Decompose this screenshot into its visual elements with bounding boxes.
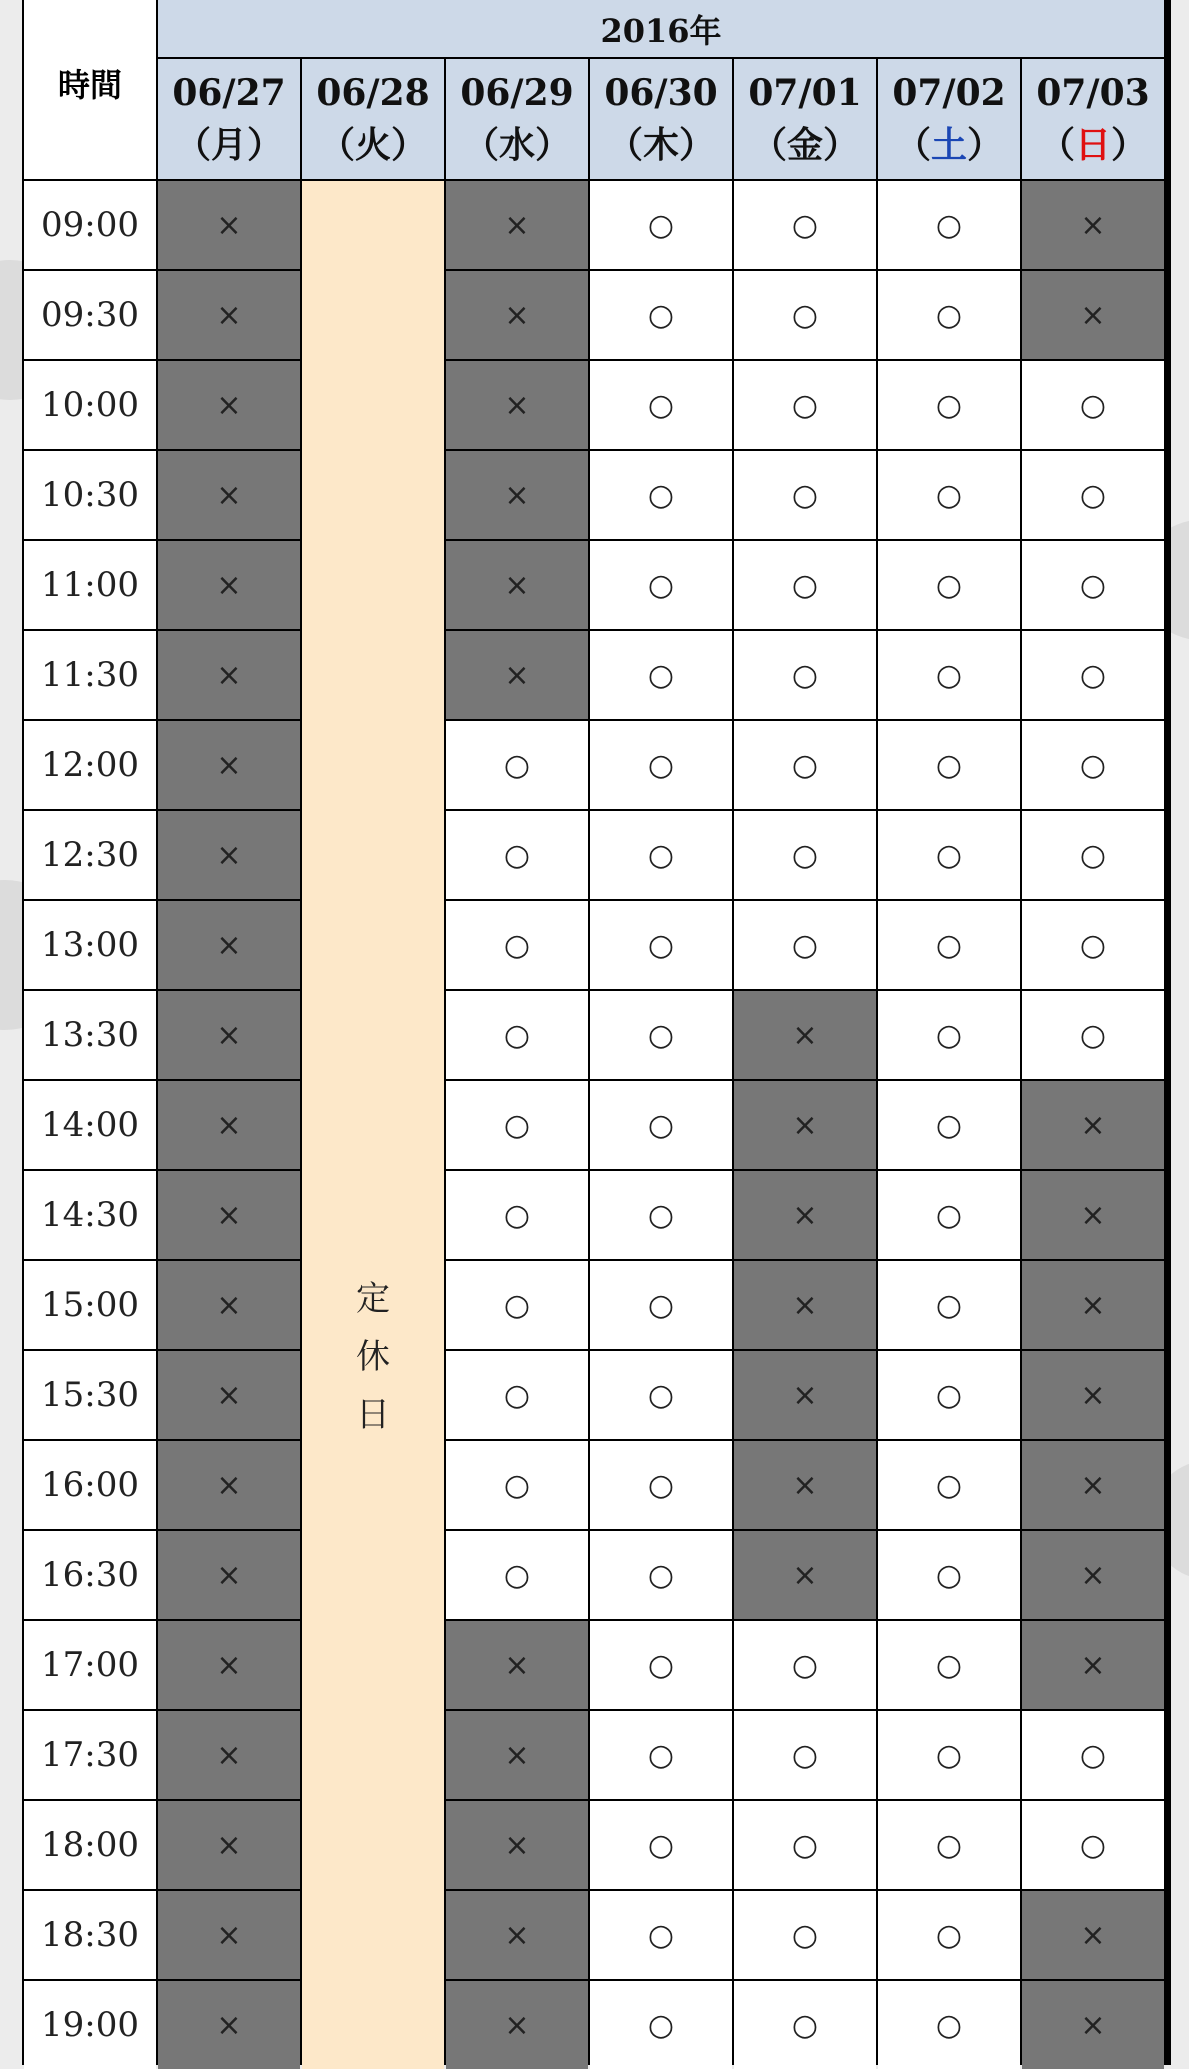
unavailable-slot: × [1022, 1981, 1164, 2069]
available-slot[interactable]: ○ [590, 1441, 732, 1529]
available-slot[interactable]: ○ [734, 631, 876, 719]
unavailable-slot: × [158, 1441, 300, 1529]
paren-close: ） [967, 124, 1004, 166]
unavailable-slot: × [158, 721, 300, 809]
time-label: 12:30 [24, 811, 156, 899]
paren-open: （ [318, 124, 355, 166]
available-slot[interactable]: ○ [1022, 1801, 1164, 1889]
holiday-char: 定 [356, 1279, 390, 1319]
available-slot[interactable]: ○ [590, 1891, 732, 1979]
date-label: 07/01 [748, 72, 862, 114]
unavailable-slot: × [1022, 1531, 1164, 1619]
paren-close: ） [823, 124, 860, 166]
unavailable-slot: × [158, 901, 300, 989]
available-slot[interactable]: ○ [878, 631, 1020, 719]
available-slot[interactable]: ○ [878, 901, 1020, 989]
unavailable-slot: × [1022, 1621, 1164, 1709]
unavailable-slot: × [1022, 1891, 1164, 1979]
available-slot[interactable]: ○ [734, 451, 876, 539]
weekday-label [175, 119, 283, 171]
paren-close: ） [679, 124, 716, 166]
date-label: 06/29 [460, 72, 574, 114]
available-slot[interactable]: ○ [590, 1171, 732, 1259]
paren-close: ） [391, 124, 428, 166]
unavailable-slot: × [158, 1981, 300, 2069]
unavailable-slot: × [446, 541, 588, 629]
date-header-07-03 [1022, 59, 1164, 179]
paren-open: （ [606, 124, 643, 166]
available-slot[interactable]: ○ [590, 181, 732, 269]
available-slot[interactable]: ○ [446, 1081, 588, 1169]
unavailable-slot: × [1022, 271, 1164, 359]
available-slot[interactable]: ○ [446, 721, 588, 809]
paren-close: ） [535, 124, 572, 166]
unavailable-slot: × [158, 1801, 300, 1889]
availability-table [24, 0, 1171, 2069]
unavailable-slot: × [446, 1801, 588, 1889]
available-slot[interactable]: ○ [878, 181, 1020, 269]
available-slot[interactable]: ○ [446, 1171, 588, 1259]
available-slot[interactable]: ○ [734, 271, 876, 359]
unavailable-slot: × [734, 1081, 876, 1169]
unavailable-slot: × [158, 361, 300, 449]
available-slot[interactable]: ○ [590, 1351, 732, 1439]
available-slot[interactable]: ○ [1022, 901, 1164, 989]
available-slot[interactable]: ○ [590, 721, 732, 809]
paren-open: （ [750, 124, 787, 166]
time-label: 16:30 [24, 1531, 156, 1619]
date-label: 07/02 [892, 72, 1006, 114]
available-slot[interactable]: ○ [446, 811, 588, 899]
available-slot[interactable]: ○ [590, 901, 732, 989]
date-header-06-27 [158, 59, 300, 179]
date-header-07-01 [734, 59, 876, 179]
available-slot[interactable]: ○ [590, 541, 732, 629]
reservation-calendar [22, 0, 1171, 2065]
time-label: 10:30 [24, 451, 156, 539]
unavailable-slot: × [1022, 1081, 1164, 1169]
available-slot[interactable]: ○ [446, 1441, 588, 1529]
date-header-07-02 [878, 59, 1020, 179]
time-column-header: 時間 [24, 0, 156, 179]
time-label: 13:00 [24, 901, 156, 989]
unavailable-slot: × [446, 1621, 588, 1709]
available-slot[interactable]: ○ [878, 1081, 1020, 1169]
available-slot[interactable]: ○ [590, 1081, 732, 1169]
weekday: 金 [786, 124, 823, 166]
unavailable-slot: × [734, 1441, 876, 1529]
available-slot[interactable]: ○ [590, 631, 732, 719]
unavailable-slot: × [734, 1531, 876, 1619]
available-slot[interactable]: ○ [734, 811, 876, 899]
weekday-label [463, 119, 571, 171]
available-slot[interactable]: ○ [590, 1981, 732, 2069]
available-slot[interactable]: ○ [734, 1891, 876, 1979]
available-slot[interactable]: ○ [1022, 631, 1164, 719]
unavailable-slot: × [1022, 1171, 1164, 1259]
available-slot[interactable]: ○ [590, 1531, 732, 1619]
available-slot[interactable]: ○ [1022, 1711, 1164, 1799]
weekday: 土 [930, 124, 967, 166]
available-slot[interactable]: ○ [590, 1621, 732, 1709]
unavailable-slot: × [158, 991, 300, 1079]
date-header-06-28 [302, 59, 444, 179]
available-slot[interactable]: ○ [734, 721, 876, 809]
unavailable-slot: × [1022, 1261, 1164, 1349]
time-label: 14:00 [24, 1081, 156, 1169]
weekday-label [319, 119, 427, 171]
available-slot[interactable]: ○ [590, 1711, 732, 1799]
available-slot[interactable]: ○ [878, 1531, 1020, 1619]
unavailable-slot: × [1022, 1441, 1164, 1529]
weekday: 火 [354, 124, 391, 166]
weekday-label [607, 119, 715, 171]
date-label: 06/30 [604, 72, 718, 114]
unavailable-slot: × [158, 1621, 300, 1709]
date-label: 07/03 [1036, 72, 1150, 114]
date-label: 06/28 [316, 72, 430, 114]
available-slot[interactable]: ○ [590, 1261, 732, 1349]
available-slot[interactable]: ○ [878, 361, 1020, 449]
unavailable-slot: × [446, 1981, 588, 2069]
unavailable-slot: × [158, 1891, 300, 1979]
unavailable-slot: × [158, 1171, 300, 1259]
available-slot[interactable]: ○ [446, 1261, 588, 1349]
available-slot[interactable]: ○ [734, 1981, 876, 2069]
available-slot[interactable]: ○ [734, 181, 876, 269]
available-slot[interactable]: ○ [734, 1801, 876, 1889]
regular-holiday-column [302, 181, 444, 2069]
weekday: 水 [498, 124, 535, 166]
unavailable-slot: × [158, 1531, 300, 1619]
time-label: 16:00 [24, 1441, 156, 1529]
available-slot[interactable]: ○ [878, 1981, 1020, 2069]
paren-open: （ [1038, 124, 1075, 166]
time-label: 15:30 [24, 1351, 156, 1439]
available-slot[interactable]: ○ [1022, 451, 1164, 539]
available-slot[interactable]: ○ [878, 1801, 1020, 1889]
unavailable-slot: × [734, 1261, 876, 1349]
available-slot[interactable]: ○ [878, 811, 1020, 899]
available-slot[interactable]: ○ [734, 901, 876, 989]
unavailable-slot: × [446, 361, 588, 449]
available-slot[interactable]: ○ [878, 1891, 1020, 1979]
available-slot[interactable]: ○ [590, 811, 732, 899]
date-header-06-30 [590, 59, 732, 179]
paren-close: ） [247, 124, 284, 166]
unavailable-slot: × [446, 1891, 588, 1979]
available-slot[interactable]: ○ [734, 361, 876, 449]
available-slot[interactable]: ○ [590, 1801, 732, 1889]
paren-open: （ [894, 124, 931, 166]
available-slot[interactable]: ○ [1022, 991, 1164, 1079]
available-slot[interactable]: ○ [590, 271, 732, 359]
unavailable-slot: × [158, 1261, 300, 1349]
available-slot[interactable]: ○ [878, 991, 1020, 1079]
year-header: 2016年 [158, 0, 1164, 57]
time-label: 10:00 [24, 361, 156, 449]
time-label: 09:30 [24, 271, 156, 359]
unavailable-slot: × [158, 1351, 300, 1439]
unavailable-slot: × [734, 1351, 876, 1439]
unavailable-slot: × [1022, 1351, 1164, 1439]
unavailable-slot: × [158, 631, 300, 719]
weekday: 月 [210, 124, 247, 166]
available-slot[interactable]: ○ [1022, 721, 1164, 809]
weekday-label [1039, 119, 1147, 171]
unavailable-slot: × [158, 181, 300, 269]
unavailable-slot: × [446, 451, 588, 539]
unavailable-slot: × [446, 1711, 588, 1799]
available-slot[interactable]: ○ [590, 451, 732, 539]
weekday-label [895, 119, 1003, 171]
available-slot[interactable]: ○ [878, 541, 1020, 629]
unavailable-slot: × [158, 1711, 300, 1799]
time-label: 15:00 [24, 1261, 156, 1349]
unavailable-slot: × [158, 1081, 300, 1169]
available-slot[interactable]: ○ [878, 721, 1020, 809]
unavailable-slot: × [446, 271, 588, 359]
unavailable-slot: × [734, 1171, 876, 1259]
unavailable-slot: × [158, 541, 300, 629]
unavailable-slot: × [1022, 181, 1164, 269]
time-label: 18:00 [24, 1801, 156, 1889]
unavailable-slot: × [446, 631, 588, 719]
available-slot[interactable]: ○ [878, 1351, 1020, 1439]
available-slot[interactable]: ○ [446, 991, 588, 1079]
available-slot[interactable]: ○ [878, 1171, 1020, 1259]
time-label: 12:00 [24, 721, 156, 809]
time-label: 13:30 [24, 991, 156, 1079]
unavailable-slot: × [158, 811, 300, 899]
available-slot[interactable]: ○ [878, 271, 1020, 359]
unavailable-slot: × [446, 181, 588, 269]
weekday: 日 [1074, 124, 1111, 166]
time-label: 09:00 [24, 181, 156, 269]
available-slot[interactable]: ○ [878, 1441, 1020, 1529]
available-slot[interactable]: ○ [590, 361, 732, 449]
date-header-06-29 [446, 59, 588, 179]
holiday-char: 日 [356, 1395, 390, 1435]
available-slot[interactable]: ○ [1022, 541, 1164, 629]
paren-close: ） [1111, 124, 1148, 166]
time-label: 17:30 [24, 1711, 156, 1799]
available-slot[interactable]: ○ [590, 991, 732, 1079]
time-label: 19:00 [24, 1981, 156, 2069]
available-slot[interactable]: ○ [878, 1711, 1020, 1799]
unavailable-slot: × [158, 271, 300, 359]
holiday-char: 休 [356, 1337, 390, 1377]
available-slot[interactable]: ○ [734, 541, 876, 629]
time-label: 17:00 [24, 1621, 156, 1709]
available-slot[interactable]: ○ [1022, 811, 1164, 899]
weekday-label [751, 119, 859, 171]
available-slot[interactable]: ○ [446, 1531, 588, 1619]
available-slot[interactable]: ○ [446, 1351, 588, 1439]
available-slot[interactable]: ○ [446, 901, 588, 989]
unavailable-slot: × [734, 991, 876, 1079]
paren-open: （ [174, 124, 211, 166]
available-slot[interactable]: ○ [734, 1711, 876, 1799]
unavailable-slot: × [158, 451, 300, 539]
time-label: 14:30 [24, 1171, 156, 1259]
regular-holiday-label [302, 1270, 444, 1444]
date-label: 06/27 [172, 72, 286, 114]
available-slot[interactable]: ○ [878, 1621, 1020, 1709]
available-slot[interactable]: ○ [878, 451, 1020, 539]
time-label: 11:00 [24, 541, 156, 629]
available-slot[interactable]: ○ [1022, 361, 1164, 449]
available-slot[interactable]: ○ [878, 1261, 1020, 1349]
time-label: 11:30 [24, 631, 156, 719]
time-label: 18:30 [24, 1891, 156, 1979]
weekday: 木 [642, 124, 679, 166]
available-slot[interactable]: ○ [734, 1621, 876, 1709]
paren-open: （ [462, 124, 499, 166]
